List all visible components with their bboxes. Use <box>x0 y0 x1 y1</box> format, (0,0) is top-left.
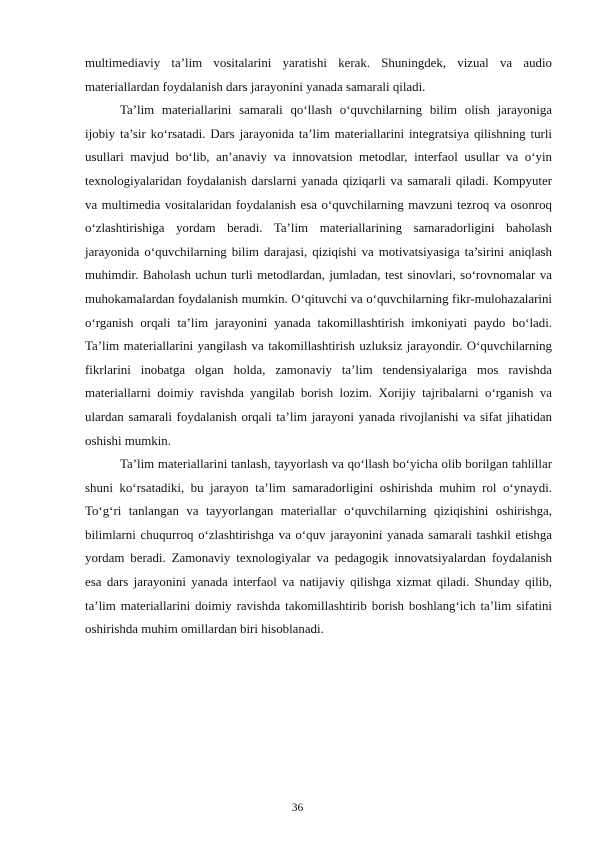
paragraph: Ta’lim materiallarini tanlash, tayyorlash va qo‘llash bo‘yicha olib borilgan tahlillar shuni ko‘rsatadiki, bu jarayon ta’lim samaradorligini oshirishda muhim rol o‘ynaydi. To‘g‘ri tanlangan va tayyorlangan materiallar o‘quvchilarning qiziqishini oshirishga, bilimlarni chuqurroq o‘zlashtirishga va o‘quv jarayonini yanada samarali tashkil etishga yordam beradi. Zamonaviy texnologiyalar va pedagogik innovatsiyalardan foydalanish esa dars jarayonini yanada interfaol va natijaviy qilishga xizmat qiladi. Shunday qilib, ta’lim materiallarini doimiy ravishda takomillashtirib borish boshlang‘ich ta’lim sifatini oshirishda muhim omillardan biri hisoblanadi. <box>85 457 552 637</box>
page-number: 36 <box>291 802 304 814</box>
paragraph: Ta’lim materiallarini samarali qo‘llash o‘quvchilarning bilim olish jarayoniga ijobiy ta’sir ko‘rsatadi. Dars jarayonida ta’lim materiallarini integratsiya qilishning turli usullari mavjud bo‘lib, an’anaviy va innovatsion metodlar, interfaol usullar va o‘yin texnologiyalaridan foydalanish darslarni yanada qiziqarli va samarali qiladi. Kompyuter va multimedia vositalaridan foydalanish esa o‘quvchilarning mavzuni tezroq va osonroq o‘zlashtirishiga yordam beradi. Ta’lim materiallarining samaradorligini baholash jarayonida o‘quvchilarning bilim darajasi, qiziqishi va motivatsiyasiga ta’sirini aniqlash muhimdir. Baholash uchun turli metodlardan, jumladan, test sinovlari, so‘rovnomalar va muhokamalardan foydalanish mumkin. O‘qituvchi va o‘quvchilarning fikr-mulohazalarini o‘rganish orqali ta’lim jarayonini yanada takomillashtirish imkoniyati paydo bo‘ladi. Ta’lim materiallarini yangilash va takomillashtirish uzluksiz jarayondir. O‘quvchilarning fikrlarini inobatga olgan holda, zamonaviy ta’lim tendensiyalariga mos ravishda materiallarni doimiy ravishda yangilab borish lozim. Xorijiy tajribalarni o‘rganish va ulardan samarali foydalanish orqali ta’lim jarayoni yanada rivojlanishi va sifat jihatidan oshishi mumkin. <box>85 103 552 448</box>
body-text <box>85 52 552 642</box>
paragraph-continuation: multimediaviy ta’lim vositalarini yaratishi kerak. Shuningdek, vizual va audio materiallardan foydalanish dars jarayonini yanada samarali qiladi. <box>85 56 552 94</box>
